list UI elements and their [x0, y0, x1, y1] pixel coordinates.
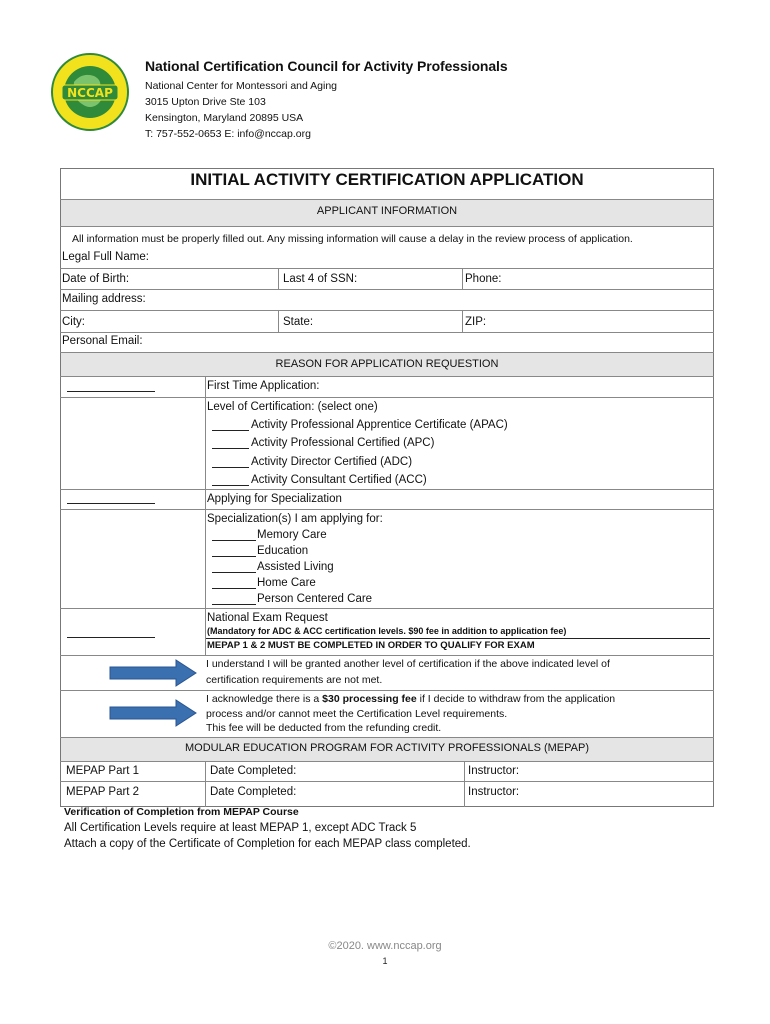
mepap-part2-instructor[interactable]: Instructor:	[468, 786, 520, 798]
org-name: National Certification Council for Activity Professionals	[145, 58, 508, 74]
specialization-label: Applying for Specialization	[207, 493, 342, 505]
level-blank-adc[interactable]	[212, 467, 249, 468]
spec-blank-assisted[interactable]	[212, 572, 256, 573]
ack1-line2: certification requirements are not met.	[206, 674, 383, 686]
arrow-right-icon	[108, 699, 198, 727]
specialization-blank[interactable]	[67, 503, 155, 504]
org-address-3: Kensington, Maryland 20895 USA	[145, 112, 304, 124]
spec-blank-memory[interactable]	[212, 540, 256, 541]
level-adc: Activity Director Certified (ADC)	[251, 456, 413, 468]
mepap-part1: MEPAP Part 1	[66, 765, 140, 777]
spec-blank-person[interactable]	[212, 604, 256, 605]
spec-education: Education	[257, 545, 309, 557]
mepap-part1-instructor[interactable]: Instructor:	[468, 765, 520, 777]
level-blank-apc[interactable]	[212, 448, 249, 449]
level-blank-acc[interactable]	[212, 485, 249, 486]
exam-blank[interactable]	[67, 637, 155, 638]
dob-field[interactable]: Date of Birth:	[62, 273, 130, 285]
ack2-line3: This fee will be deducted from the refunding credit.	[206, 722, 442, 734]
spec-assisted-living: Assisted Living	[257, 561, 334, 573]
zip-field[interactable]: ZIP:	[465, 316, 487, 328]
level-apac: Activity Professional Apprentice Certificate (APAC)	[251, 419, 508, 431]
verification-title: Verification of Completion from MEPAP Course	[64, 806, 299, 818]
level-blank-apac[interactable]	[212, 430, 249, 431]
footer-copyright: ©2020. www.nccap.org	[328, 940, 442, 952]
applicant-section-header: APPLICANT INFORMATION	[316, 205, 458, 217]
nccap-logo	[50, 52, 130, 132]
mepap-part2-date[interactable]: Date Completed:	[210, 786, 297, 798]
phone-field[interactable]: Phone:	[465, 273, 502, 285]
state-field[interactable]: State:	[283, 316, 314, 328]
spec-memory-care: Memory Care	[257, 529, 327, 541]
org-contact: T: 757-552-0653 E: info@nccap.org	[145, 128, 311, 140]
verification-line1: All Certification Levels require at least MEPAP 1, except ADC Track 5	[64, 822, 417, 834]
first-time-blank[interactable]	[67, 391, 155, 392]
exam-mepap-requirement: MEPAP 1 & 2 MUST BE COMPLETED IN ORDER TO QUALIFY FOR EXAM	[207, 640, 535, 651]
spec-person-centered: Person Centered Care	[257, 593, 373, 605]
ssn-field[interactable]: Last 4 of SSN:	[283, 273, 358, 285]
exam-request-label: National Exam Request	[207, 612, 328, 624]
level-acc: Activity Consultant Certified (ACC)	[251, 474, 427, 486]
logo-text: NCCAP	[67, 86, 113, 100]
mepap-part1-date[interactable]: Date Completed:	[210, 765, 297, 777]
org-address-2: 3015 Upton Drive Ste 103	[145, 96, 266, 108]
org-address-1: National Center for Montessori and Aging	[145, 80, 338, 92]
arrow-right-icon	[108, 659, 198, 687]
mepap-part2: MEPAP Part 2	[66, 786, 140, 798]
spec-blank-education[interactable]	[212, 556, 256, 557]
legal-name-field[interactable]: Legal Full Name:	[62, 251, 149, 263]
org-header	[145, 58, 508, 142]
mailing-address-field[interactable]: Mailing address:	[62, 293, 146, 305]
mepap-section-header: MODULAR EDUCATION PROGRAM FOR ACTIVITY PROFESSIONALS (MEPAP)	[185, 742, 589, 754]
city-field[interactable]: City:	[62, 316, 85, 328]
page-number: 1	[382, 956, 388, 966]
level-apc: Activity Professional Certified (APC)	[251, 437, 435, 449]
ack2-line1: I acknowledge there is a $30 processing fee if I decide to withdraw from the application	[206, 693, 616, 705]
level-label: Level of Certification: (select one)	[207, 401, 378, 413]
notice-text: All information must be properly filled out. Any missing information will cause a delay in the review process of application.	[72, 233, 633, 245]
form-title: INITIAL ACTIVITY CERTIFICATION APPLICATION	[190, 170, 584, 189]
verification-line2: Attach a copy of the Certificate of Completion for each MEPAP class completed.	[64, 838, 471, 850]
reason-section-header: REASON FOR APPLICATION REQUESTION	[275, 358, 499, 370]
email-field[interactable]: Personal Email:	[62, 335, 143, 347]
spec-blank-home[interactable]	[212, 588, 256, 589]
spec-list-label: Specialization(s) I am applying for:	[207, 513, 383, 525]
ack2-line2: process and/or cannot meet the Certification Level requirements.	[206, 708, 508, 720]
spec-home-care: Home Care	[257, 577, 316, 589]
first-time-label: First Time Application:	[207, 380, 320, 392]
exam-note: (Mandatory for ADC & ACC certification levels. $90 fee in addition to application fee)	[207, 626, 567, 636]
ack1-line1: I understand I will be granted another level of certification if the above indicated level of	[206, 658, 610, 670]
